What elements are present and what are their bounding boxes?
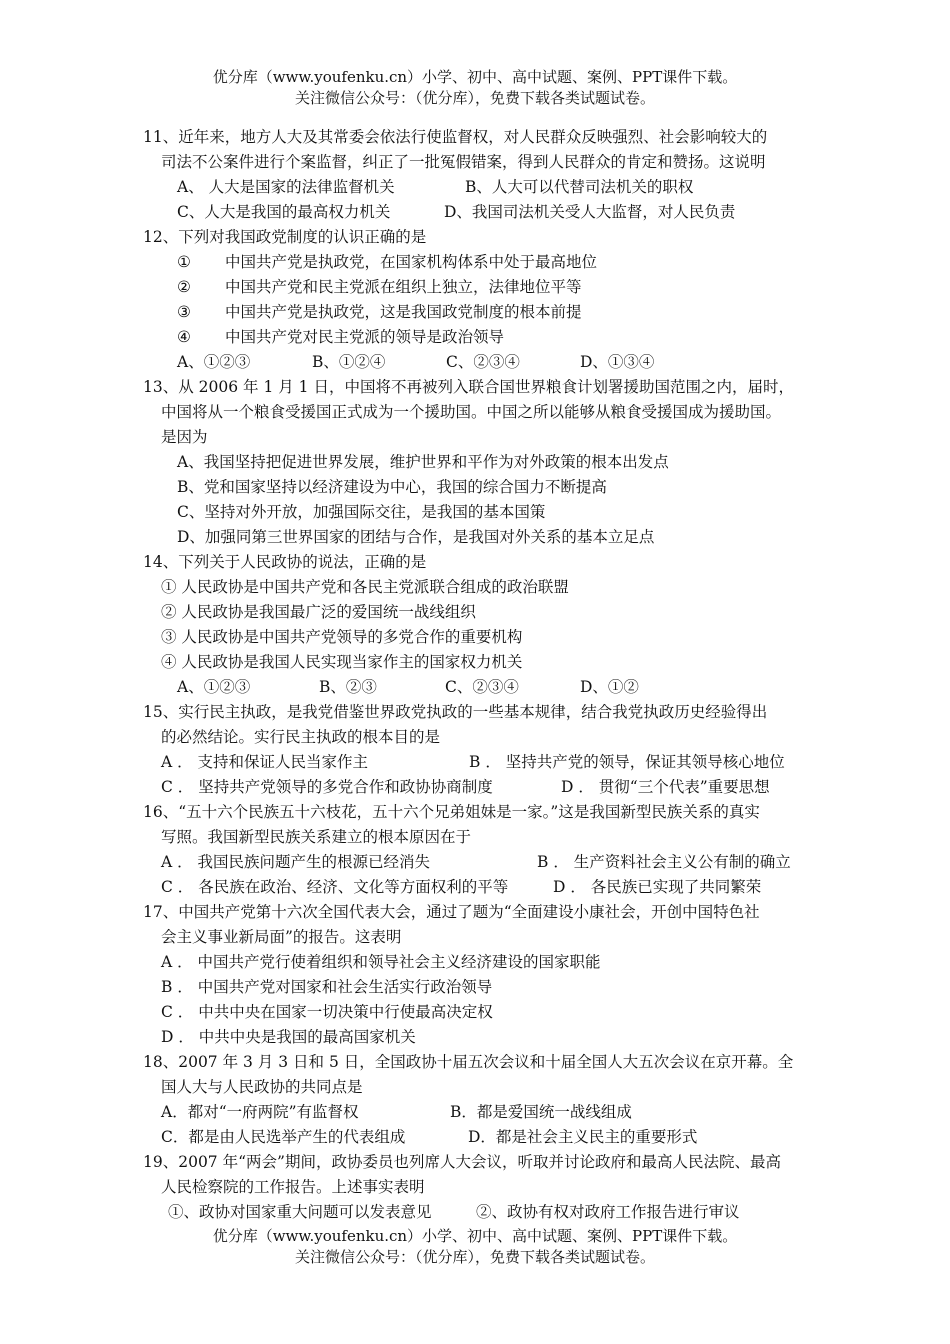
q14-item-1: ① 人民政协是中国共产党和各民主党派联合组成的政治联盟 [161,578,569,596]
q14-option-d: D、①② [580,678,639,696]
q18-option-d: D．都是社会主义民主的重要形式 [468,1128,698,1146]
q12-item-4-num: ④ [177,328,191,346]
q11-options-row-2 [143,200,833,225]
q19-stem-line-1: 19、2007 年“两会”期间，政协委员也列席人大会议，听取并讨论政府和最高人民法院、最高 [143,1153,781,1171]
q16-option-d: D ． 各民族已实现了共同繁荣 [553,878,762,896]
q19-stem-line-2: 人民检察院的工作报告。上述事实表明 [161,1178,425,1196]
q13-stem-line-3: 是因为 [161,428,208,446]
q15-option-b: B ． 坚持共产党的领导，保证其领导核心地位 [469,753,785,771]
q18-stem-line-2: 国人大与人民政协的共同点是 [161,1078,363,1096]
q15-options-row-2 [143,775,833,800]
q14-option-c: C、②③④ [445,678,519,696]
q14-option-b: B、②③ [319,678,377,696]
q18-option-b: B．都是爱国统一战线组成 [450,1103,632,1121]
q11-option-d: D、我国司法机关受人大监督，对人民负责 [444,203,736,221]
q16-option-c: C ． 各民族在政治、经济、文化等方面权利的平等 [161,878,509,896]
q12-item-2 [143,275,833,300]
q12-item-3 [143,300,833,325]
q11-stem-line-2: 司法不公案件进行个案监督，纠正了一批冤假错案，得到人民群众的肯定和赞扬。这说明 [161,153,766,171]
q13-stem-line-1: 13、从 2006 年 1 月 1 日，中国将不再被列入联合国世界粮食计划署援助国范围之内，届时， [143,378,794,396]
q12-item-4 [143,325,833,350]
footer-line-2: 关注微信公众号：（优分库），免费下载各类试题试卷。 [294,1248,655,1266]
q18-option-c: C．都是由人民选举产生的代表组成 [161,1128,406,1146]
q14-item-4: ④ 人民政协是我国人民实现当家作主的国家权力机关 [161,653,523,671]
exam-content [143,125,833,1225]
q14-item-3: ③ 人民政协是中国共产党领导的多党合作的重要机构 [161,628,523,646]
page-header [0,67,950,109]
q17-option-a: A ． 中国共产党行使着组织和领导社会主义经济建设的国家职能 [161,953,601,971]
q17-option-b: B ． 中国共产党对国家和社会生活实行政治领导 [161,978,493,996]
q19-item-2: ②、政协有权对政府工作报告进行审议 [476,1203,740,1221]
q19-item-1: ①、政协对国家重大问题可以发表意见 [168,1203,432,1221]
q13-stem-line-2: 中国将从一个粮食受援国正式成为一个援助国。中国之所以能够从粮食受援国成为援助国。 [161,403,782,421]
header-line-1: 优分库（www.youfenku.cn）小学、初中、高中试题、案例、PPT课件下载。 [212,68,738,86]
q15-option-a: A ． 支持和保证人民当家作主 [161,753,369,771]
q11-option-b: B、人大可以代替司法机关的职权 [465,178,694,196]
footer-line-1: 优分库（www.youfenku.cn）小学、初中、高中试题、案例、PPT课件下载。 [212,1227,738,1245]
q12-option-b: B、①②④ [312,353,386,371]
q12-item-1 [143,250,833,275]
q12-option-c: C、②③④ [446,353,520,371]
page-footer [0,1226,950,1268]
q16-stem-line-1: 16、“五十六个民族五十六枝花，五十六个兄弟姐妹是一家。”这是我国新型民族关系的真实 [143,803,760,821]
q17-stem-line-2: 会主义事业新局面”的报告。这表明 [161,928,402,946]
q16-options-row-1 [143,850,833,875]
q19-items-row [143,1200,833,1225]
q16-option-b: B ． 生产资料社会主义公有制的确立 [537,853,791,871]
q11-stem-line-1: 11、近年来，地方人大及其常委会依法行使监督权，对人民群众反映强烈、社会影响较大的 [143,128,768,146]
q12-option-a: A、①②③ [177,353,251,371]
q17-option-d: D ． 中共中央是我国的最高国家机关 [161,1028,416,1046]
q14-option-a: A、①②③ [177,678,251,696]
q11-option-c: C、人大是我国的最高权力机关 [177,203,391,221]
q12-stem: 12、下列对我国政党制度的认识正确的是 [143,228,427,246]
q12-item-4-text: 中国共产党对民主党派的领导是政治领导 [225,328,505,346]
q15-stem-line-1: 15、实行民主执政，是我党借鉴世界政党执政的一些基本规律，结合我党执政历史经验得出 [143,703,768,721]
q12-item-3-num: ③ [177,303,191,321]
q12-options [143,350,833,375]
q13-option-c: C、坚持对外开放，加强国际交往，是我国的基本国策 [177,503,546,521]
q14-item-2: ② 人民政协是我国最广泛的爱国统一战线组织 [161,603,476,621]
header-line-2: 关注微信公众号：（优分库），免费下载各类试题试卷。 [294,89,655,107]
q14-options [143,675,833,700]
q12-item-3-text: 中国共产党是执政党，这是我国政党制度的根本前提 [225,303,582,321]
q18-option-a: A．都对“一府两院”有监督权 [161,1103,359,1121]
q12-item-1-text: 中国共产党是执政党，在国家机构体系中处于最高地位 [225,253,598,271]
q11-option-a: A、 人大是国家的法律监督机关 [177,178,395,196]
q13-option-a: A、我国坚持把促进世界发展，维护世界和平作为对外政策的根本出发点 [177,453,669,471]
q17-option-c: C ． 中共中央在国家一切决策中行使最高决定权 [161,1003,493,1021]
q14-stem: 14、下列关于人民政协的说法，正确的是 [143,553,427,571]
q15-options-row-1 [143,750,833,775]
q17-stem-line-1: 17、中国共产党第十六次全国代表大会，通过了题为“全面建设小康社会，开创中国特色社 [143,903,760,921]
q18-options-row-2 [143,1125,833,1150]
q16-stem-line-2: 写照。我国新型民族关系建立的根本原因在于 [161,828,472,846]
q15-option-c: C ． 坚持共产党领导的多党合作和政协协商制度 [161,778,493,796]
q18-stem-line-1: 18、2007 年 3 月 3 日和 5 日，全国政协十届五次会议和十届全国人大五次会议在京开幕。全 [143,1053,794,1071]
q12-item-2-num: ② [177,278,191,296]
q16-option-a: A ． 我国民族问题产生的根源已经消失 [161,853,431,871]
q12-item-2-text: 中国共产党和民主党派在组织上独立，法律地位平等 [225,278,582,296]
q16-options-row-2 [143,875,833,900]
q15-option-d: D ． 贯彻“三个代表”重要思想 [561,778,770,796]
q11-options-row-1 [143,175,833,200]
q12-item-1-num: ① [177,253,191,271]
q13-option-b: B、党和国家坚持以经济建设为中心，我国的综合国力不断提高 [177,478,607,496]
q18-options-row-1 [143,1100,833,1125]
q13-option-d: D、加强同第三世界国家的团结与合作，是我国对外关系的基本立足点 [177,528,655,546]
q12-option-d: D、①③④ [580,353,655,371]
q15-stem-line-2: 的必然结论。实行民主执政的根本目的是 [161,728,441,746]
